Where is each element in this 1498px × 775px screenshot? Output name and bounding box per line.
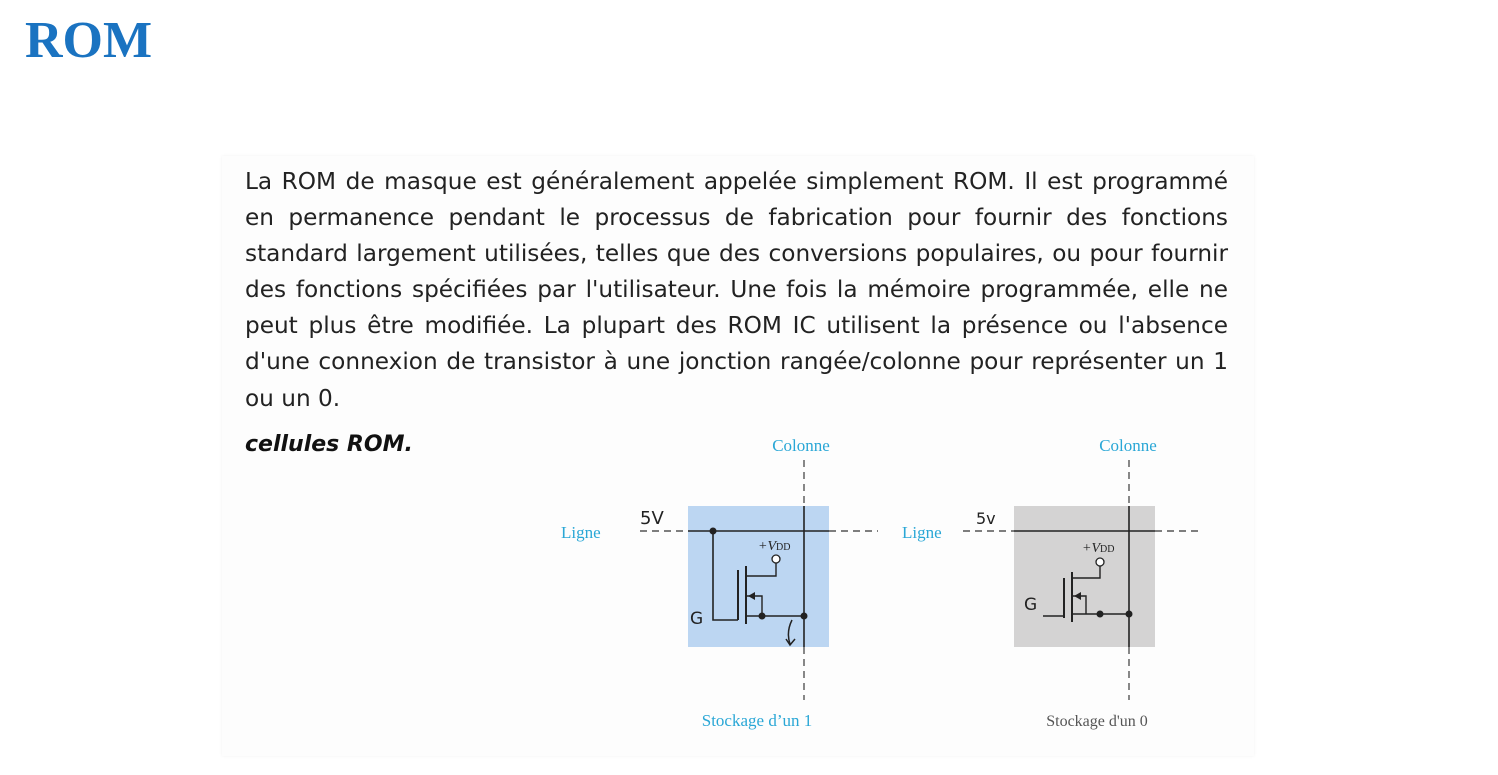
cell-one-caption: Stockage d’un 1 [701,711,813,730]
cell-one-gate-note: G [690,609,704,629]
rom-cell-storing-one [561,436,878,730]
cell-zero-vdd-label: +VDD [1082,541,1115,556]
figure-caption: cellules ROM. [245,432,413,457]
cell-one-source-dot [759,613,766,620]
page-title: ROM [25,12,153,69]
cell-zero-column-label: Colonne [1099,436,1157,455]
cell-zero-vdd-terminal [1096,558,1104,566]
cell-zero-caption: Stockage d'un 0 [1046,713,1148,730]
cell-zero-background [1014,506,1155,647]
cell-one-vdd-terminal [772,555,780,563]
cell-zero-row-label: Ligne [902,523,942,542]
cell-zero-source-dot [1097,611,1104,618]
cell-zero-column-junction-dot [1126,611,1133,618]
cell-one-column-junction-dot [801,613,808,620]
cell-one-row-label: Ligne [561,523,601,542]
cell-zero-voltage-note: 5v [976,509,996,528]
cell-one-column-label: Colonne [772,436,830,455]
cell-one-voltage-note: 5V [640,508,664,529]
cell-zero-gate-note: G [1024,595,1038,615]
rom-description-paragraph: La ROM de masque est généralement appelée simplement ROM. Il est programmé en permanence pendant le processus de fabrication pour fournir des fonctions standard largement utilisées, telles que des conversions populaires, ou pour fournir des fonctions spécifiées par l'utilisateur. Une fois la mémoire programmée, elle ne peut plus être modifiée. La plupart des ROM IC utilisent la présence ou l'absence d'une connexion de transistor à une jonction rangée/colonne pour représenter un 1 ou un 0. [245,168,1228,412]
cell-one-vdd-label: +VDD [758,539,791,554]
rom-cell-storing-zero [902,436,1202,730]
